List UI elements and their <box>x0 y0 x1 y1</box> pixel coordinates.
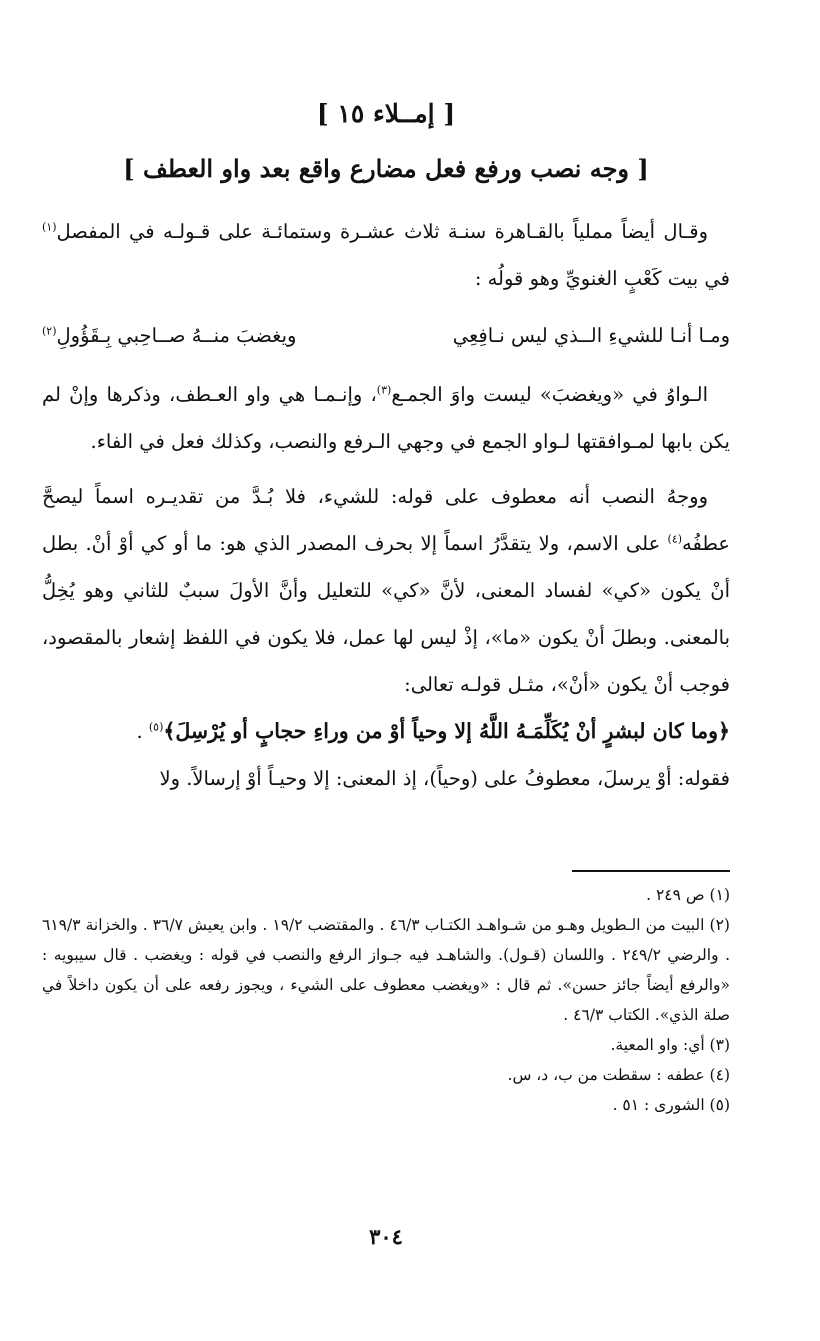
footnotes <box>42 880 730 1120</box>
footnote-2: (٢) البيت من الـطويل وهـو من شـواهـد الكتـاب ٤٦/٣ . والمقتضب ١٩/٢ . وابن يعيش ٣٦/٧ . والخزانة ٦١٩/٣ . والرضي ٢٤٩/٢ . واللسان (قـول). والشاهـد فيه جـواز الرفع والنصب في قوله : ويغضب . قال سيبويه : «والرفع أيضاً جائز حسن». ثم قال : «ويغضب معطوف على الشيء ، ويجوز رفعه على أن يكون داخلاً في صلة الذي». الكتاب ٤٦/٣ . <box>42 916 730 1024</box>
section-title: [ وجه نصب ورفع فعل مضارع واقع بعد واو العطف ] <box>123 154 649 183</box>
verse-second-hemistich-wrap <box>42 312 296 359</box>
paragraph-nasb-start: ووجهُ النصب أنه معطوف على قوله: للشيء، فلا بُـدَّ من تقديـره اسماً ليصحَّ عطفُه <box>42 485 730 555</box>
footnote-divider <box>572 870 730 872</box>
footnote-ref-2[interactable]: (٢) <box>42 324 57 338</box>
paragraph-waw-start: الـواوُ في «ويغضبَ» ليست واوَ الجمـع <box>391 383 708 406</box>
footnote-5: (٥) الشورى : ٥١ . <box>612 1096 730 1114</box>
footnote-3: (٣) أي: واو المعية. <box>610 1036 730 1054</box>
footnote-ref-1[interactable]: (١) <box>42 220 57 234</box>
dictation-number-heading: [ إمــلاء ١٥ ] <box>316 99 456 128</box>
paragraph-continuation: فقوله: أوْ يرسلَ، معطوفُ على (وحياً)، إذ المعنى: إلا وحيـاً أوْ إرسالاً. ولا <box>159 767 730 790</box>
verse-first-hemistich: ومـا أنـا للشيءِ الــذي ليس نـافِعِي <box>452 324 730 347</box>
poetry-verse <box>42 312 730 359</box>
paragraph-intro <box>42 208 730 302</box>
footnote-1: (١) ص ٢٤٩ . <box>646 886 730 904</box>
paragraph-waw-end: ، وإنـمـا هي واو العـطف، وذكرها وإنْ لم يكن بابها لمـوافقتها لـواو الجمع في وجهي الـرفع والنصب، وكذلك فعل في الفاء. <box>42 383 730 453</box>
paragraph-intro-text: وقـال أيضاً مملياً بالقـاهرة سنـة ثلاث عشـرة وستمائـة على قـولـه في المفصل <box>56 220 708 243</box>
paragraph-nasb <box>42 473 730 708</box>
verse-second-hemistich: ويغضبَ منــهُ صــاحِبي بِـقَؤُولِ <box>56 324 297 347</box>
main-text <box>42 208 730 802</box>
paragraph-waw <box>42 371 730 465</box>
footnote-ref-5[interactable]: (٥) <box>148 720 164 734</box>
paragraph-intro-end: في بيت كَعْبٍ الغنويِّ وهو قولُه : <box>474 267 730 290</box>
footnote-ref-4[interactable]: (٤) <box>667 532 683 546</box>
quran-verse: ﴿وما كان لبشرٍ أنْ يُكَلِّمَـهُ اللَّهُ إلا وحياً أوْ من وراءِ حجابٍ أو يُرْسِلَ﴾ <box>163 719 730 743</box>
quran-verse-line: ﴿وما كان لبشرٍ أنْ يُكَلِّمَـهُ اللَّهُ إلا وحياً أوْ من وراءِ حجابٍ أو يُرْسِلَ﴾$^{(٥)}$ . <box>136 719 730 743</box>
paragraph-nasb-end: على الاسم، ولا يتقدَّرُ اسماً إلا بحرف المصدر الذي هو: ما أو كي أوْ أنْ. بطل أنْ يكون «كي» لفساد المعنى، لأنَّ «كي» للتعليل وأنَّ الأولَ سببٌ للثاني وهو يُخِلُّ بالمعنى. وبطلَ أنْ يكون «ما»، إذْ ليس لها عمل، فلا يكون في اللفظ إشعار بالمقصود، فوجب أنْ يكون «أنْ»، مثـل قولـه تعالى: <box>42 532 730 696</box>
page-number: ٣٠٤ <box>369 1224 403 1249</box>
footnote-ref-3[interactable]: (٣) <box>376 383 392 397</box>
book-page <box>42 0 730 1341</box>
footnote-4: (٤) عطفه : سقطت من ب، د، س. <box>507 1066 730 1084</box>
